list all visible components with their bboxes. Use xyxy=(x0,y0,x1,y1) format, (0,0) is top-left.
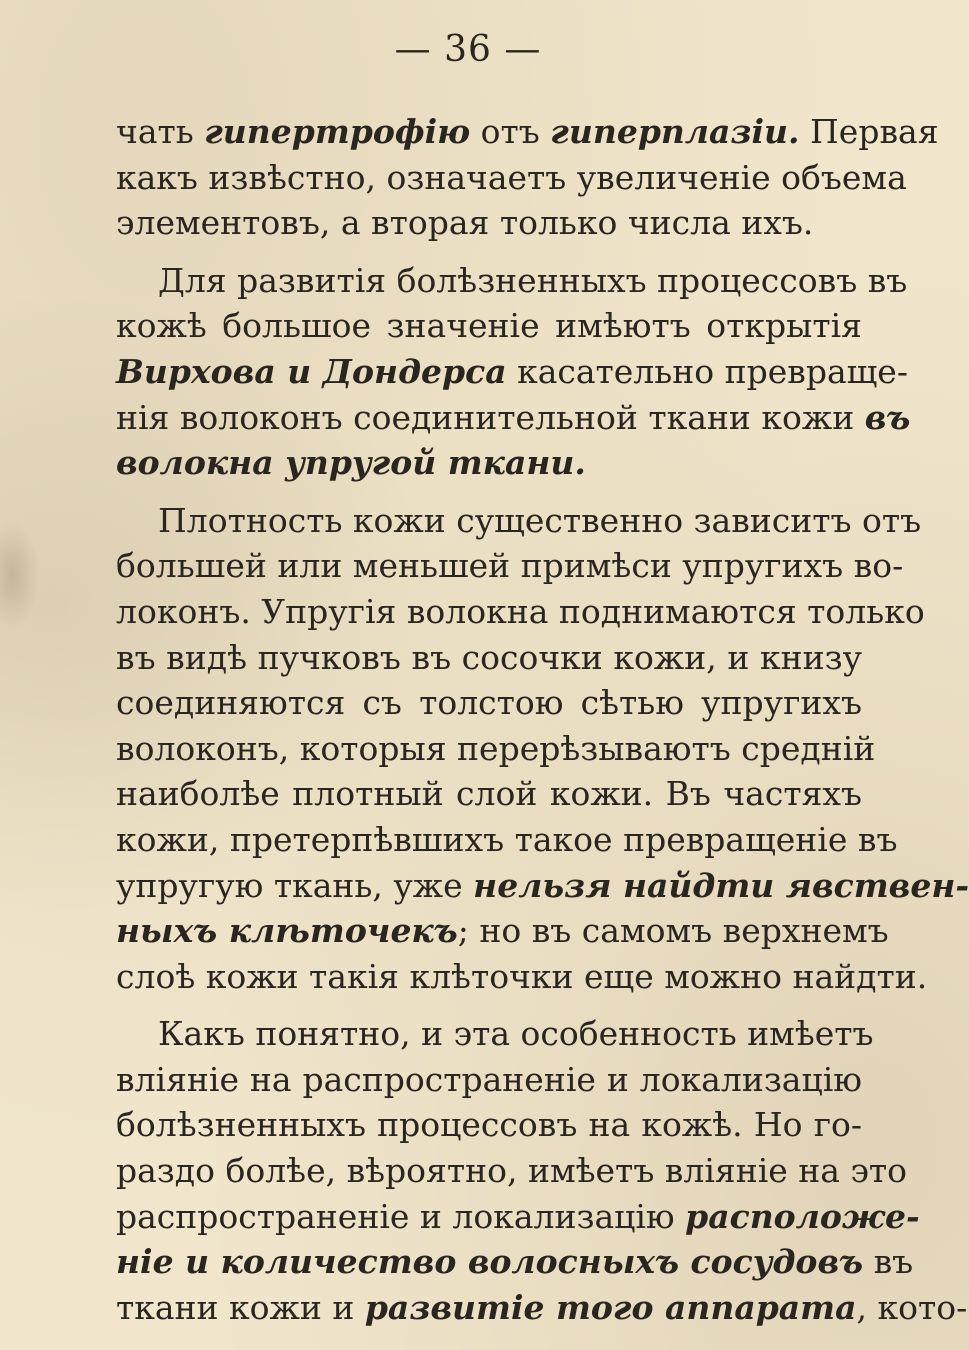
text-run: большей или меньшей примѣси упругихъ во- xyxy=(116,546,904,586)
text-line xyxy=(116,1194,920,1240)
text-line xyxy=(116,954,928,1000)
italic-text: нельзя найдти явствен- xyxy=(473,865,969,905)
text-run: элементовъ, а вторая только числа ихъ. xyxy=(116,203,814,243)
paragraph-gap xyxy=(116,999,862,1011)
text-run: въ видѣ пучковъ въ сосочки кожи, и книзу xyxy=(116,637,862,677)
paragraph-gap xyxy=(116,486,862,498)
paragraph-gap xyxy=(116,246,862,258)
text-run: чать xyxy=(116,112,205,151)
text-line xyxy=(116,680,862,726)
body-text xyxy=(116,109,969,1330)
text-run: локонъ. Упругія волокна поднимаются только xyxy=(116,591,925,631)
text-line xyxy=(116,109,939,155)
text-run: Первая xyxy=(799,112,939,151)
text-run: касательно превраще- xyxy=(506,351,908,391)
italic-text: гиперплазіи. xyxy=(550,112,800,151)
text-run: Какъ понятно, и эта особенность имѣетъ xyxy=(158,1014,874,1054)
paper-stain xyxy=(0,520,40,630)
page-number: — 36 — xyxy=(394,29,542,70)
text-line xyxy=(116,1285,968,1331)
italic-text: ніе и количество волосныхъ сосудовъ xyxy=(116,1242,864,1282)
text-line xyxy=(116,1011,874,1057)
text-run: вліяніе на распространеніе и локализацію xyxy=(116,1059,862,1099)
text-line xyxy=(116,1148,908,1194)
text-run: ; но въ самомъ верхнемъ xyxy=(457,911,889,951)
text-line xyxy=(116,1239,914,1285)
text-line xyxy=(116,200,862,246)
text-line xyxy=(116,817,898,863)
text-run: волоконъ, которыя перерѣзываютъ средній xyxy=(116,728,876,768)
text-line xyxy=(116,303,862,349)
paragraph xyxy=(116,1011,968,1330)
text-run: раздо болѣе, вѣроятно, имѣетъ вліяніе на это xyxy=(116,1151,908,1191)
italic-text: ныхъ клѣточекъ xyxy=(116,911,458,951)
italic-text: гипертрофію xyxy=(204,112,471,151)
text-run: ткани кожи и xyxy=(116,1287,365,1327)
text-line xyxy=(116,258,908,304)
text-run: отъ xyxy=(470,112,551,151)
text-line xyxy=(116,771,862,817)
italic-text: развитіе того аппарата xyxy=(364,1287,857,1327)
text-run: наиболѣе плотный слой кожи. Въ частяхъ xyxy=(116,774,862,814)
text-run: Для развитія болѣзненныхъ процессовъ въ xyxy=(158,260,908,300)
italic-text: въ xyxy=(864,397,911,437)
text-run: слоѣ кожи такія клѣточки еще можно найдти. xyxy=(116,956,928,996)
text-line xyxy=(116,635,862,681)
paragraph xyxy=(116,498,969,1000)
text-line xyxy=(116,1102,862,1148)
text-run: въ xyxy=(863,1242,914,1282)
text-run: соединяются съ толстою сѣтью упругихъ xyxy=(116,683,862,723)
text-line xyxy=(116,589,925,635)
paragraph xyxy=(116,109,939,246)
text-run: , кото- xyxy=(856,1287,968,1327)
text-run: распространеніе и локализацію xyxy=(116,1196,686,1236)
text-line xyxy=(116,726,876,772)
italic-text: Вирхова и Дондерса xyxy=(116,351,507,391)
text-line xyxy=(116,908,889,954)
text-line xyxy=(116,395,911,441)
text-line xyxy=(116,155,907,201)
text-run: болѣзненныхъ процессовъ на кожѣ. Но го- xyxy=(116,1105,862,1145)
text-run: Плотность кожи существенно зависитъ отъ xyxy=(158,500,922,540)
italic-text: волокна упругой ткани. xyxy=(116,443,586,483)
text-run: какъ извѣстно, означаетъ увеличеніе объема xyxy=(116,157,907,197)
text-line xyxy=(116,863,969,909)
paragraph xyxy=(116,258,911,486)
text-line xyxy=(116,349,908,395)
text-line xyxy=(116,498,922,544)
text-run: нія волоконъ соединительной ткани кожи xyxy=(116,397,865,437)
text-run: упругую ткань, уже xyxy=(116,865,474,905)
text-run: кожѣ большое значеніе имѣютъ открытія xyxy=(116,306,862,346)
text-line xyxy=(116,1057,862,1103)
text-line xyxy=(116,440,862,486)
text-run: кожи, претерпѣвшихъ такое превращеніе въ xyxy=(116,819,898,859)
text-line xyxy=(116,543,904,589)
italic-text: расположе- xyxy=(685,1196,920,1236)
